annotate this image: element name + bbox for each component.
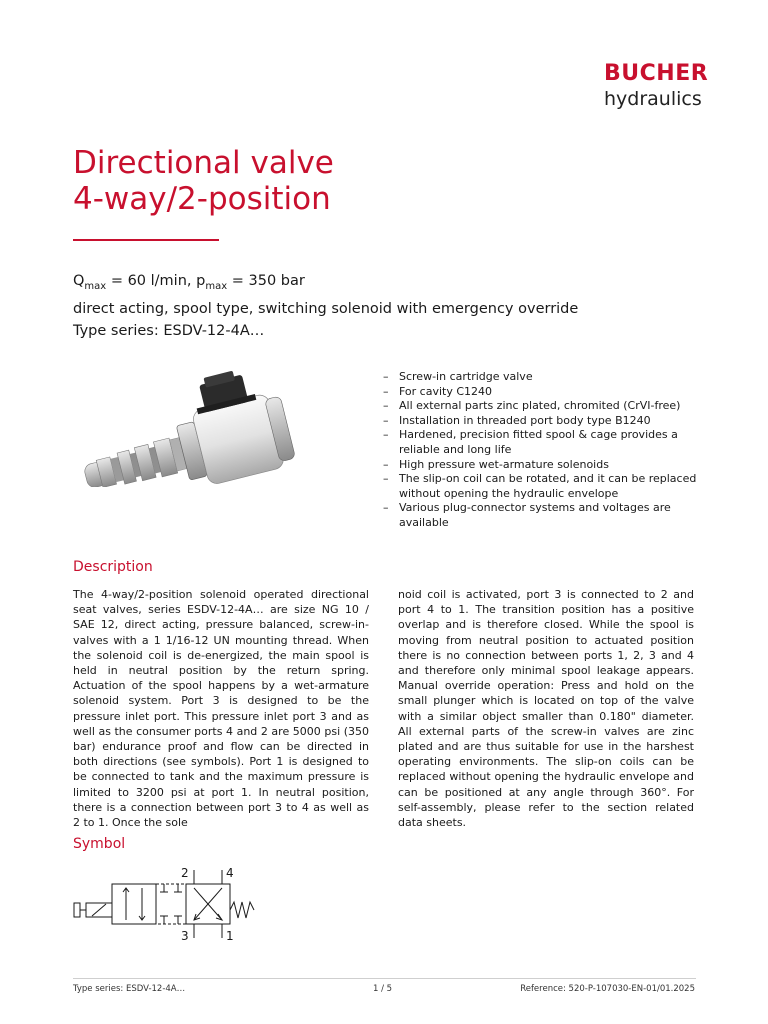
feature-item: – Installation in threaded port body type B1240 xyxy=(383,414,703,429)
q-symbol: Q xyxy=(73,273,85,289)
specs-block xyxy=(73,270,578,342)
footer-type-series: Type series: ESDV-12-4A… xyxy=(73,984,186,994)
port-4-label: 4 xyxy=(226,866,234,880)
port-2-label: 2 xyxy=(181,866,189,880)
hydraulic-symbol-diagram xyxy=(70,862,260,944)
symbol-heading: Symbol xyxy=(73,836,126,852)
brand-name: BUCHER xyxy=(604,61,709,86)
p-value: = 350 bar xyxy=(227,273,305,289)
brand-subname: hydraulics xyxy=(604,88,702,110)
footer-reference: Reference: 520-P-107030-EN-01/01.2025 xyxy=(520,984,695,994)
page-title xyxy=(73,145,334,217)
feature-item: – All external parts zinc plated, chromited (CrVI-free) xyxy=(383,399,703,414)
description-column-1: The 4-way/2-position solenoid operated directional seat valves, series ESDV-12-4A… are size NG 10 / SAE 12, direct acting, pressure balanced, screw-in-valves with a 1 1/16-12 UN mounting thread. When the solenoid coil is de-energized, the main spool is held in neutral position by the return spring. Actuation of the spool happens by a wet-armature solenoid system. Port 3 is designed to be the pressure inlet port. This pressure inlet port 3 and as well as the consumer ports 4 and 2 are 5000 psi (350 bar) endurance proof and flow can be directed in both directions (see symbols). Port 1 is designed to be connected to tank and the maximum pressure is limited to 3200 psi at port 1. In neutral position, there is a connection between port 3 to 4 as well as 2 to 1. Once the sole xyxy=(73,588,369,830)
q-subscript: max xyxy=(84,280,107,292)
feature-list xyxy=(383,370,703,531)
title-line-2: 4-way/2-position xyxy=(73,181,331,217)
flow-pressure-line xyxy=(73,270,578,298)
q-value: = 60 l/min, xyxy=(106,273,197,289)
brand-logo xyxy=(604,62,724,110)
p-subscript: max xyxy=(205,280,228,292)
feature-item: – Various plug-connector systems and voltages are available xyxy=(383,501,703,530)
feature-item: – For cavity C1240 xyxy=(383,385,703,400)
type-series: Type series: ESDV-12-4A… xyxy=(73,322,265,339)
solenoid-cartridge-valve-image xyxy=(70,362,300,487)
title-underline xyxy=(73,239,219,241)
feature-item: – The slip-on coil can be rotated, and it can be replaced without opening the hydraulic envelope xyxy=(383,472,703,501)
description-heading: Description xyxy=(73,559,153,575)
spec-description: direct acting, spool type, switching solenoid with emergency override xyxy=(73,300,579,317)
feature-item: – Hardened, precision fitted spool & cage provides a reliable and long life xyxy=(383,428,703,457)
title-line-1: Directional valve xyxy=(73,145,334,181)
port-1-label: 1 xyxy=(226,929,234,943)
port-3-label: 3 xyxy=(181,929,189,943)
footer-divider xyxy=(73,978,696,979)
description-column-2: noid coil is activated, port 3 is connected to 2 and port 4 to 1. The transition position has a positive overlap and is therefore closed. While the spool is moving from neutral position to actuated position there is no connection between ports 1, 2, 3 and 4 and therefore only minimal spool leakage appears. Manual override operation: Press and hold on the small plunger which is located on top of the valve with a similar object smaller than 0.180" diameter. All external parts of the screw-in valves are zinc plated and are thus suitable for use in the harshest operating environments. The slip-on coils can be replaced without opening the hydraulic envelope and can be positioned at any angle through 360°. For self-assembly, please refer to the section related data sheets. xyxy=(398,588,694,830)
feature-item: – High pressure wet-armature solenoids xyxy=(383,458,703,473)
feature-item: – Screw-in cartridge valve xyxy=(383,370,703,385)
p-symbol: p xyxy=(196,273,206,289)
footer-page-number: 1 / 5 xyxy=(373,984,393,994)
